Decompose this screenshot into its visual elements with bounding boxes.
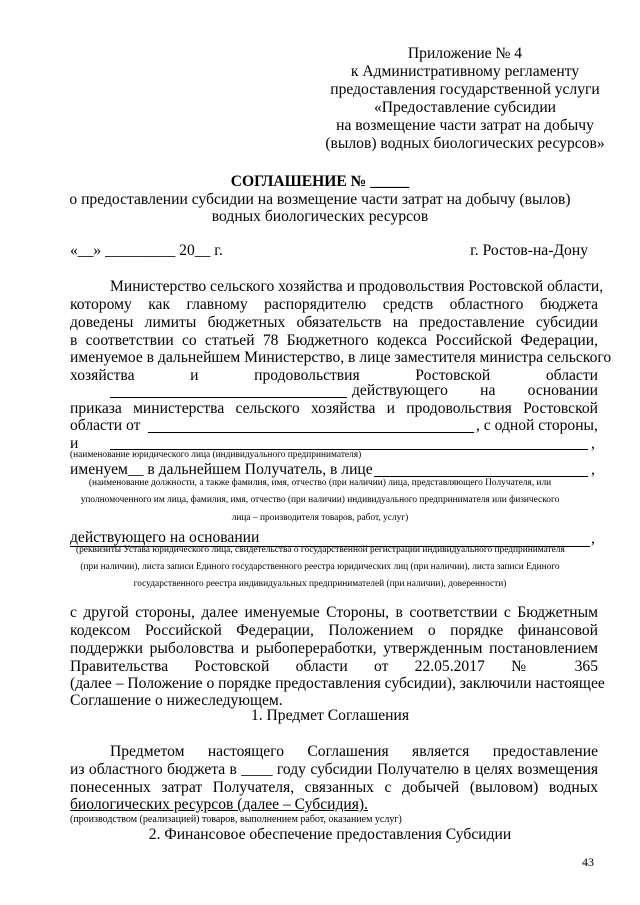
note-basis-3: государственного реестра индивидуальных предпринимателей (при наличии), доверенности)	[133, 579, 507, 589]
document-subtitle-1: о предоставлении субсидии на возмещение части затрат на добычу (вылов)	[69, 191, 571, 208]
para3-line-4: биологических ресурсов (далее – Субсидия).	[70, 796, 369, 813]
deputy-name-blank	[110, 397, 347, 398]
appendix-line-2: к Административному регламенту	[350, 63, 580, 80]
appendix-line-6: (вылов) водных биологических ресурсов»	[325, 135, 605, 152]
note-representative-2: уполномоченного им лица, фамилия, имя, отчество (при наличии) индивидуального предпринимателя или физического	[80, 495, 560, 505]
note-basis-1: (реквизиты Устава юридического лица, свидетельства о государственной регистрации индивидуального предпринимателя	[76, 545, 565, 555]
section-2-heading: 2. Финансовое обеспечение предоставления Субсидии	[148, 826, 512, 843]
para1-line-2: которому как главному распорядителю средств областного бюджета	[70, 296, 598, 313]
para1-line-8: приказа министерства сельского хозяйства и продовольствия Ростовской	[70, 400, 598, 417]
para1-line-6: хозяйства и продовольствия Ростовской области	[70, 367, 598, 384]
para2-line-6: Соглашение о нижеследующем.	[70, 692, 283, 709]
appendix-line-5: на возмещение части затрат на добычу	[336, 117, 594, 134]
note-production: (производством (реализацией) товаров, выполнением работ, оказанием услуг)	[70, 814, 402, 825]
page-number: 43	[582, 855, 594, 869]
para2-line-1: с другой стороны, далее именуемые Стороны, в соответствии с Бюджетным	[70, 604, 598, 621]
basis-line: действующего на основании	[70, 529, 260, 546]
note-recipient-name: (наименование юридического лица (индивидуального предпринимателя)	[70, 450, 362, 460]
para3-line-1: Предметом настоящего Соглашения является предоставление	[110, 743, 598, 760]
para1-line-9-end: , с одной стороны,	[476, 417, 598, 434]
document-title: СОГЛАШЕНИЕ № _____	[230, 173, 410, 190]
section-1-heading: 1. Предмет Соглашения	[250, 707, 410, 724]
para1-line-7: действующего на основании	[352, 382, 598, 399]
para3-line-2: из областного бюджета в ____ году субсидии Получателю в целях возмещения	[70, 761, 598, 778]
appendix-line-4: «Предоставление субсидии	[373, 99, 557, 116]
para3-line-3: понесенных затрат Получателя, связанных с добычей (выловом) водных	[70, 779, 598, 796]
para2-line-3: поддержки рыболовства и рыбопереработки, утвержденным постановлением	[70, 640, 598, 657]
para1-line-9-start: области от	[70, 417, 141, 434]
named-line: именуем__ в дальнейшем Получатель, в лице	[70, 461, 373, 478]
note-representative-3: лица – производителя товаров, работ, услуг)	[231, 513, 409, 523]
document-subtitle-2: водных биологических ресурсов	[211, 208, 429, 225]
para2-line-5: (далее – Положение о порядке предоставления субсидии), заключили настоящее	[70, 675, 605, 692]
para1-line-5: именуемое в дальнейшем Министерство, в лице заместителя министра сельского	[70, 349, 612, 366]
note-representative-1: (наименование должности, а также фамилия, имя, отчество (при наличии) лица, представляющего Получателя, или	[88, 478, 552, 488]
comma-2: ,	[591, 461, 595, 478]
and-word: и	[70, 435, 79, 452]
para1-line-4: в соответствии со статьей 78 Бюджетного кодекса Российской Федерации,	[70, 332, 598, 349]
appendix-line-1: Приложение № 4	[407, 45, 523, 62]
representative-blank	[374, 476, 588, 477]
para2-line-2: кодексом Российской Федерации, Положением о порядке финансовой	[70, 622, 598, 639]
para1-line-3: доведены лимиты бюджетных обязательств на предоставление субсидии	[70, 314, 598, 331]
para2-line-4: Правительства Ростовской области от 22.05.2017 № 365	[70, 658, 598, 675]
note-basis-2: (при наличии), листа записи Единого государственного реестра юридических лиц (при наличии), листа записи Единого	[80, 562, 560, 572]
para1-line-1: Министерство сельского хозяйства и продовольствия Ростовской области,	[110, 278, 604, 295]
date-line: «__» _________ 20__ г.	[70, 242, 223, 259]
comma-1: ,	[591, 435, 595, 452]
order-date-blank	[148, 432, 474, 433]
city: г. Ростов-на-Дону	[470, 242, 588, 259]
comma-3: ,	[591, 530, 595, 547]
appendix-line-3: предоставления государственной услуги	[330, 81, 600, 98]
